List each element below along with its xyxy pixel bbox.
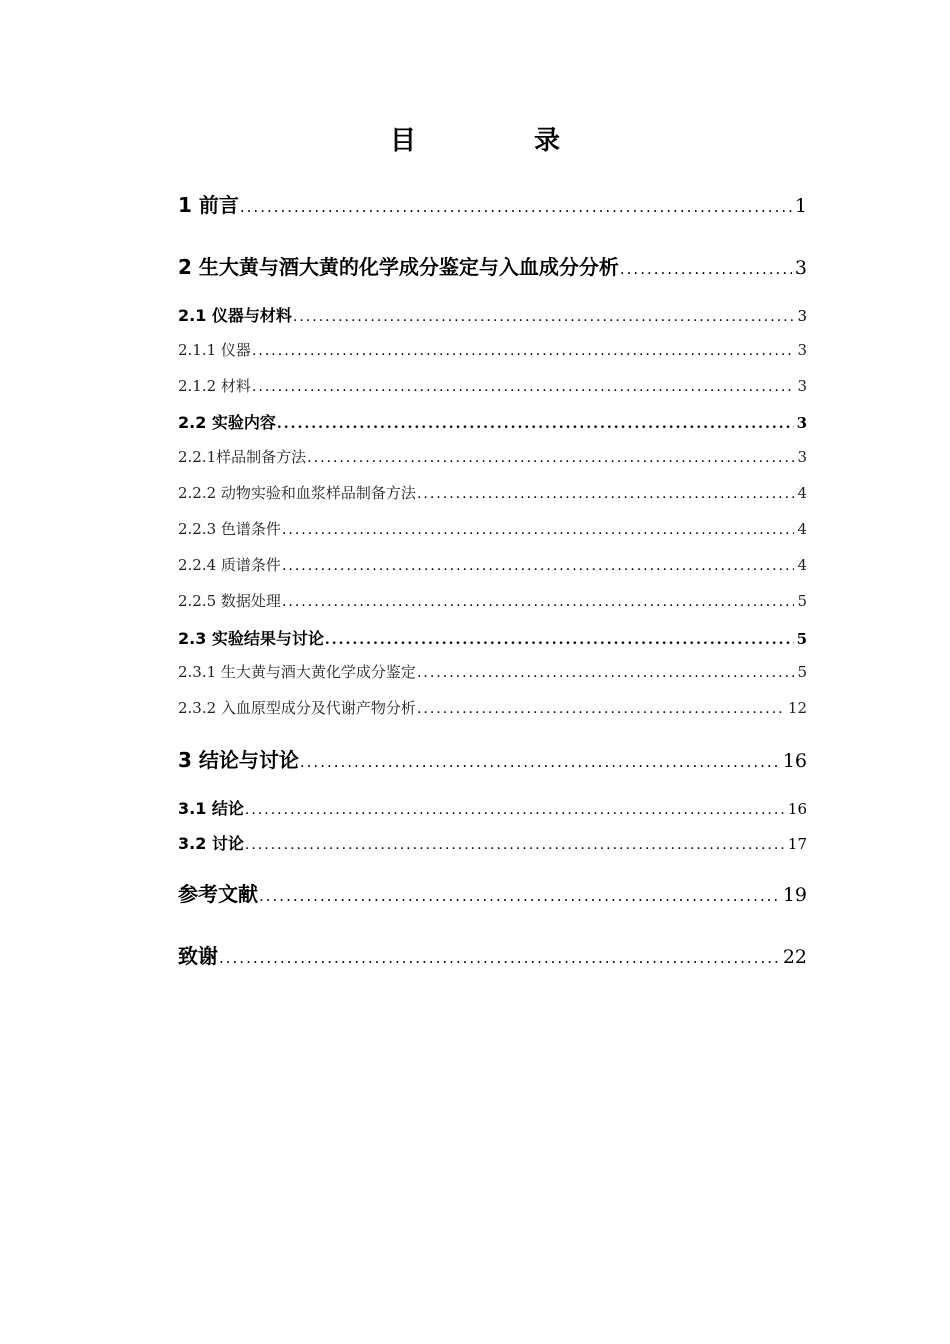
toc-entry-label: 参考文献 bbox=[178, 882, 258, 906]
toc-entry-label: 2.1.1 仪器 bbox=[178, 341, 251, 359]
toc-page-number: 3 bbox=[797, 377, 807, 395]
toc-entry-label: 3 结论与讨论 bbox=[178, 748, 299, 772]
toc-entry-acknowledgements[interactable] bbox=[178, 940, 807, 969]
toc-entry-label: 致谢 bbox=[178, 944, 218, 968]
toc-page-number: 3 bbox=[794, 257, 807, 279]
toc-entry-label: 3.2 讨论 bbox=[178, 834, 244, 853]
dot-leader bbox=[300, 753, 780, 771]
dot-leader bbox=[245, 837, 785, 853]
dot-leader bbox=[620, 260, 792, 278]
dot-leader bbox=[252, 343, 795, 359]
dot-leader bbox=[277, 416, 794, 432]
toc-page-number: 5 bbox=[797, 592, 807, 610]
toc-entry-2-2-1[interactable] bbox=[178, 446, 807, 467]
dot-leader bbox=[245, 802, 785, 818]
toc-page-number: 4 bbox=[797, 484, 807, 502]
toc-title: 目 录 bbox=[389, 126, 606, 156]
toc-entry-2-2-2[interactable] bbox=[178, 482, 807, 503]
toc-entry-label: 2.3.1 生大黄与酒大黄化学成分鉴定 bbox=[178, 663, 416, 681]
dot-leader bbox=[325, 632, 794, 648]
toc-entry-label: 2.2.1样品制备方法 bbox=[178, 448, 307, 466]
dot-leader bbox=[259, 887, 780, 905]
toc-entry-label: 2.2.2 动物实验和血浆样品制备方法 bbox=[178, 484, 416, 502]
dot-leader bbox=[417, 665, 795, 681]
dot-leader bbox=[219, 949, 780, 967]
dot-leader bbox=[282, 558, 795, 574]
dot-leader bbox=[282, 594, 795, 610]
toc-entry-label: 3.1 结论 bbox=[178, 799, 244, 818]
dot-leader bbox=[417, 486, 795, 502]
toc-entry-2-1[interactable] bbox=[178, 303, 807, 326]
toc-entry-label: 1 前言 bbox=[178, 193, 239, 217]
toc-page-number: 4 bbox=[797, 520, 807, 538]
toc-entry-references[interactable] bbox=[178, 878, 807, 907]
dot-leader bbox=[240, 198, 792, 216]
toc-entry-label: 2.1 仪器与材料 bbox=[178, 306, 292, 325]
toc-entry-label: 2.2.5 数据处理 bbox=[178, 592, 281, 610]
toc-entry-label: 2.2.4 质谱条件 bbox=[178, 556, 281, 574]
toc-page-number: 4 bbox=[797, 556, 807, 574]
dot-leader bbox=[417, 701, 785, 717]
toc-entry-2-1-2[interactable] bbox=[178, 375, 807, 396]
toc-page-number: 22 bbox=[782, 946, 807, 968]
toc-page-number: 12 bbox=[787, 699, 807, 717]
toc-page-number: 16 bbox=[787, 800, 807, 818]
toc-entry-2-3-2[interactable] bbox=[178, 697, 807, 718]
toc-page-number: 1 bbox=[794, 195, 807, 217]
toc-entry-label: 2.3.2 入血原型成分及代谢产物分析 bbox=[178, 699, 416, 717]
toc-entry-3-1[interactable] bbox=[178, 796, 807, 819]
toc-entry-label: 2.2.3 色谱条件 bbox=[178, 520, 281, 538]
dot-leader bbox=[307, 450, 794, 466]
toc-entry-chapter-3[interactable] bbox=[178, 744, 807, 773]
toc-entry-2-2-5[interactable] bbox=[178, 590, 807, 611]
toc-entry-3-2[interactable] bbox=[178, 831, 807, 854]
toc-entry-2-2[interactable] bbox=[178, 410, 807, 433]
toc-entry-label: 2.3 实验结果与讨论 bbox=[178, 629, 324, 648]
toc-page-number: 3 bbox=[797, 307, 807, 325]
toc-page-number: 5 bbox=[796, 630, 807, 648]
toc-page-number: 5 bbox=[797, 663, 807, 681]
toc-entry-label: 2.1.2 材料 bbox=[178, 377, 251, 395]
toc-page-number: 16 bbox=[782, 750, 807, 772]
toc-page-number: 3 bbox=[797, 341, 807, 359]
dot-leader bbox=[293, 309, 795, 325]
toc-entry-label: 2.2 实验内容 bbox=[178, 413, 276, 432]
dot-leader bbox=[282, 522, 795, 538]
toc-entry-label: 2 生大黄与酒大黄的化学成分鉴定与入血成分分析 bbox=[178, 255, 619, 279]
toc-entry-2-2-4[interactable] bbox=[178, 554, 807, 575]
toc-entry-preface[interactable] bbox=[178, 189, 807, 218]
toc-entry-2-3[interactable] bbox=[178, 626, 807, 649]
toc-entry-chapter-2[interactable] bbox=[178, 251, 807, 280]
toc-page-number: 3 bbox=[797, 448, 807, 466]
dot-leader bbox=[252, 379, 795, 395]
toc-page-number: 19 bbox=[782, 884, 807, 906]
toc-entry-2-1-1[interactable] bbox=[178, 339, 807, 360]
toc-page-number: 17 bbox=[787, 835, 807, 853]
toc-entry-2-2-3[interactable] bbox=[178, 518, 807, 539]
toc-page-number: 3 bbox=[796, 414, 807, 432]
toc-entry-2-3-1[interactable] bbox=[178, 661, 807, 682]
